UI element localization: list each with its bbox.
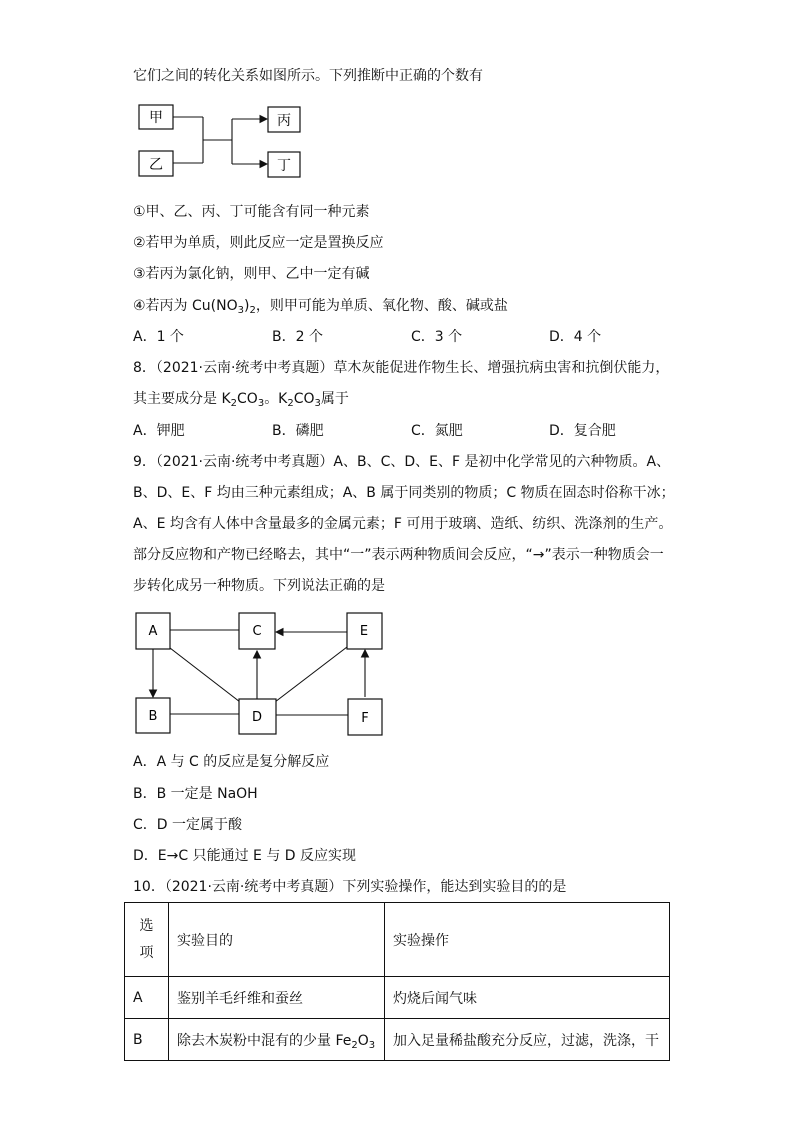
q9-line-1: 9．（2021·云南·统考中考真题）A、B、C、D、E、F 是初中化学常见的六种物质。A、 [133,454,671,470]
q9-option-a: A．A 与 C 的反应是复分解反应 [133,754,330,770]
table-header-row [125,903,670,977]
svg-text:E: E [359,624,369,639]
svg-text:丁: 丁 [277,158,291,174]
row-b-option: B [125,1019,169,1061]
q8-line-2: 其主要成分是 $K_2CO_3$。$K_2CO_3$属于 [133,391,349,409]
box-e [347,613,382,649]
box-d [239,699,276,734]
q9-line-5: 步转化成另一种物质。下列说法正确的是 [133,578,385,594]
box-b [136,698,170,733]
header-option: 选项 [125,903,169,977]
q9-line-2: B、D、E、F 均由三种元素组成；A、B 属于同类别的物质；C 物质在固态时俗称干冰； [133,485,675,501]
q7-statement-2: ②若甲为单质，则此反应一定是置换反应 [133,235,384,251]
box-ding [268,152,300,177]
box-f [348,699,382,735]
q7-option-a: A．1 个 [133,329,184,345]
q7-stem: 它们之间的转化关系如图所示。下列推断中正确的个数有 [133,68,483,84]
svg-text:A: A [148,624,158,639]
box-c [239,613,275,649]
box-jia [139,105,173,129]
row-b-goal: 除去木炭粉中混有的少量 $Fe_2O_3$ [169,1019,385,1061]
svg-text:B: B [148,709,158,724]
q8-option-a: A．钾肥 [133,423,185,439]
table-row [125,1019,670,1061]
svg-text:丙: 丙 [277,113,291,129]
box-a [136,613,170,649]
q10-stem: 10．（2021·云南·统考中考真题）下列实验操作，能达到实验目的的是 [133,879,567,895]
svg-text:乙: 乙 [149,157,163,173]
q7-statement-1: ①甲、乙、丙、丁可能含有同一种元素 [133,204,370,220]
q7-diagram [130,98,310,184]
header-goal: 实验目的 [169,903,385,977]
svg-text:F: F [361,711,369,726]
svg-text:C: C [252,624,262,639]
row-a-option: A [125,977,169,1019]
q7-option-c: C．3 个 [411,329,463,345]
q9-diagram [130,610,390,742]
q9-line-3: A、E 均含有人体中含量最多的金属元素；F 可用于玻璃、造纸、纺织、洗涤剂的生产。 [133,516,673,532]
q7-option-d: D．4 个 [549,329,602,345]
box-bing [268,107,300,132]
q8-option-b: B．磷肥 [272,423,324,439]
q8-option-d: D．复合肥 [549,423,616,439]
q7-connectors [173,117,267,164]
row-a-goal: 鉴别羊毛纤维和蚕丝 [169,977,385,1019]
box-yi [139,151,173,176]
row-b-operation: 加入足量稀盐酸充分反应，过滤，洗涤，干 [385,1019,670,1061]
q8-option-c: C．氮肥 [411,423,463,439]
q9-option-c: C．D 一定属于酸 [133,817,243,833]
q7-statement-3: ③若丙为氯化钠，则甲、乙中一定有碱 [133,266,370,282]
q10-table [124,902,670,1061]
q9-option-d: D．E→C 只能通过 E 与 D 反应实现 [133,848,357,864]
svg-text:甲: 甲 [149,110,163,126]
table-row [125,977,670,1019]
q9-option-b: B．B 一定是 NaOH [133,786,258,802]
header-operation: 实验操作 [385,903,670,977]
svg-text:D: D [251,710,263,725]
q7-statement-4: ④若丙为 $Cu(NO_3)_2$，则甲可能为单质、氧化物、酸、碱或盐 [133,298,508,316]
q8-line-1: 8．（2021·云南·统考中考真题）草木灰能促进作物生长、增强抗病虫害和抗倒伏能力， [133,360,670,376]
q9-line-4: 部分反应物和产物已经略去，其中“一”表示两种物质间会反应，“→”表示一种物质会一 [133,547,664,563]
q7-option-b: B．2 个 [272,329,323,345]
row-a-operation: 灼烧后闻气味 [385,977,670,1019]
